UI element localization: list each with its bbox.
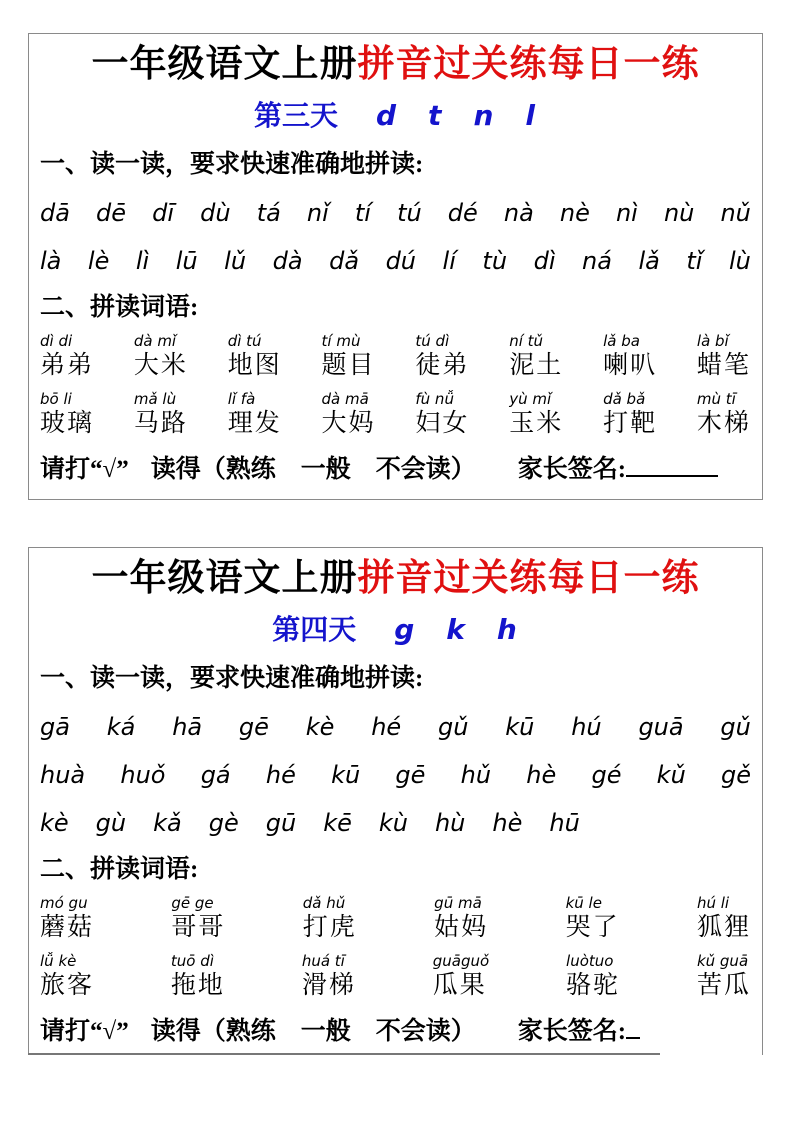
pinyin-syllable: lǎ — [638, 247, 660, 275]
initials-label: d t n l — [376, 99, 537, 132]
word-item — [40, 333, 94, 381]
word-hanzi: 狐狸 — [696, 914, 751, 941]
word-hanzi: 苦瓜 — [696, 972, 751, 999]
word-row — [40, 895, 751, 943]
word-pinyin: yù mǐ — [509, 390, 552, 408]
pinyin-syllable: hé — [371, 713, 402, 741]
signature-blank-line — [626, 1013, 640, 1039]
title-course-label: 一年级语文上册 — [91, 558, 358, 599]
day-label: 第四天 — [272, 614, 357, 645]
sheet-subtitle — [40, 612, 751, 647]
pinyin-syllable: lū — [175, 247, 198, 275]
word-hanzi: 打靶 — [603, 410, 658, 437]
word-item — [697, 391, 751, 439]
pinyin-syllable: gè — [208, 809, 239, 837]
word-pinyin: mǎ lù — [133, 390, 177, 408]
pinyin-syllable: dì — [533, 247, 556, 275]
word-hanzi: 地图 — [227, 352, 282, 379]
word-item — [303, 895, 357, 943]
pinyin-syllable: ná — [582, 247, 612, 275]
word-hanzi: 旅客 — [40, 972, 95, 999]
word-item — [322, 391, 376, 439]
pinyin-syllable: nǐ — [306, 199, 329, 227]
word-pinyin: kǔ guā — [696, 952, 749, 970]
sheet-subtitle — [40, 98, 751, 133]
word-pinyin: kū le — [565, 894, 602, 912]
pinyin-syllable: ká — [106, 713, 136, 741]
pinyin-syllable: hé — [265, 761, 296, 789]
word-item — [322, 333, 376, 381]
pinyin-syllable: tù — [482, 247, 508, 275]
word-item — [134, 333, 188, 381]
word-pinyin: ní tǔ — [509, 332, 544, 350]
word-pinyin: dǎ bǎ — [603, 390, 646, 408]
pinyin-syllable: gā — [40, 713, 70, 741]
word-row — [40, 953, 751, 1001]
pinyin-syllable: lì — [135, 247, 150, 275]
pinyin-syllable: hū — [549, 809, 580, 837]
pinyin-row — [40, 198, 751, 228]
pinyin-syllable: gē — [395, 761, 426, 789]
pinyin-syllable: huà — [40, 761, 86, 789]
word-item — [509, 391, 563, 439]
word-item — [40, 895, 94, 943]
pinyin-syllable: dú — [385, 247, 417, 275]
pinyin-row — [40, 246, 751, 276]
word-item — [228, 333, 282, 381]
word-item — [415, 333, 469, 381]
pinyin-syllable: dù — [200, 199, 231, 227]
section2-heading: 二、拼读词语: — [40, 294, 199, 321]
pinyin-syllable: gé — [591, 761, 622, 789]
pinyin-syllable: hù — [434, 809, 466, 837]
pinyin-syllable: hè — [492, 809, 523, 837]
word-pinyin: dì di — [40, 332, 73, 350]
word-pinyin: gē ge — [171, 894, 214, 912]
word-pinyin: guāguǒ — [432, 952, 490, 970]
word-pinyin: mù tī — [696, 390, 736, 408]
pinyin-syllable: nǔ — [720, 199, 751, 227]
pinyin-syllable: kè — [40, 809, 69, 837]
pinyin-syllable: dī — [152, 199, 175, 227]
word-pinyin: lǎ ba — [603, 332, 640, 350]
word-item — [566, 953, 620, 1001]
pinyin-syllable: hú — [571, 713, 602, 741]
reading-level-label: 读得（熟练 一般 不会读） — [150, 1018, 476, 1045]
pinyin-syllable: gǔ — [720, 713, 751, 741]
pinyin-syllable: kē — [323, 809, 352, 837]
word-row — [40, 333, 751, 381]
initials-label: g k h — [394, 613, 519, 646]
word-item — [697, 953, 751, 1001]
word-item — [603, 333, 657, 381]
word-hanzi: 骆驼 — [566, 972, 621, 999]
footer-instruction — [40, 1013, 751, 1047]
word-item — [40, 391, 94, 439]
title-topic-label: 拼音过关练每日一练 — [357, 558, 700, 599]
word-hanzi: 徒弟 — [415, 352, 470, 379]
sheet-title — [40, 42, 751, 88]
word-pinyin: fù nǚ — [415, 390, 454, 408]
title-topic-label: 拼音过关练每日一练 — [357, 44, 700, 85]
word-pinyin: lǚ kè — [40, 952, 77, 970]
word-item — [697, 333, 751, 381]
word-hanzi: 瓜果 — [432, 972, 487, 999]
worksheet-day3 — [28, 33, 763, 500]
word-item — [171, 895, 225, 943]
word-hanzi: 妇女 — [415, 410, 470, 437]
pinyin-syllable: lè — [87, 247, 110, 275]
word-pinyin: lǐ fà — [227, 390, 256, 408]
word-pinyin: dǎ hǔ — [302, 894, 346, 912]
pinyin-row — [40, 712, 751, 742]
word-hanzi: 题目 — [321, 352, 376, 379]
pinyin-syllable: kū — [505, 713, 535, 741]
word-pinyin: tú dì — [415, 332, 450, 350]
pinyin-syllable: dē — [96, 199, 127, 227]
pinyin-syllable-rows — [40, 712, 751, 838]
word-hanzi: 打虎 — [302, 914, 357, 941]
pinyin-syllable: kè — [305, 713, 335, 741]
word-hanzi: 泥土 — [509, 352, 564, 379]
word-pinyin: huá tī — [301, 952, 345, 970]
pinyin-syllable: hè — [526, 761, 557, 789]
pinyin-row — [40, 760, 751, 790]
word-item — [433, 953, 489, 1001]
word-row — [40, 391, 751, 439]
footer-instruction — [40, 451, 751, 485]
parent-signature-label: 家长签名: — [517, 1018, 627, 1045]
pinyin-row — [40, 808, 751, 838]
word-list — [40, 895, 751, 1001]
signature-blank-line — [626, 451, 718, 477]
word-item — [603, 391, 657, 439]
title-course-label: 一年级语文上册 — [91, 44, 358, 85]
word-pinyin: mó gu — [40, 894, 88, 912]
word-item — [697, 895, 751, 943]
pinyin-syllable: dǎ — [329, 247, 360, 275]
section1-heading: 一、读一读，要求快速准确地拼读: — [40, 665, 424, 692]
word-item — [134, 391, 188, 439]
word-pinyin: hú li — [696, 894, 730, 912]
pinyin-syllable: tú — [397, 199, 422, 227]
parent-signature-label: 家长签名: — [517, 456, 627, 483]
word-hanzi: 哥哥 — [171, 914, 226, 941]
word-hanzi: 拖地 — [170, 972, 225, 999]
pinyin-syllable: kū — [331, 761, 361, 789]
word-hanzi: 蜡笔 — [696, 352, 751, 379]
pinyin-syllable: tá — [256, 199, 281, 227]
pinyin-syllable: là — [40, 247, 62, 275]
pinyin-syllable: gū — [265, 809, 297, 837]
word-item — [434, 895, 488, 943]
word-pinyin: luòtuo — [566, 952, 614, 970]
word-hanzi: 滑梯 — [301, 972, 356, 999]
word-hanzi: 姑妈 — [434, 914, 489, 941]
pinyin-syllable: gě — [721, 761, 751, 789]
pinyin-syllable: nè — [559, 199, 590, 227]
word-pinyin: tuō dì — [170, 952, 214, 970]
word-hanzi: 玻璃 — [40, 410, 95, 437]
word-hanzi: 玉米 — [509, 410, 564, 437]
pinyin-syllable-rows — [40, 198, 751, 276]
word-pinyin: dà mā — [321, 390, 369, 408]
pinyin-syllable: gù — [95, 809, 127, 837]
pinyin-syllable: guā — [638, 713, 684, 741]
word-hanzi: 蘑菇 — [40, 914, 95, 941]
reading-level-label: 读得（熟练 一般 不会读） — [150, 456, 476, 483]
word-hanzi: 喇叭 — [603, 352, 658, 379]
word-hanzi: 理发 — [227, 410, 282, 437]
word-item — [566, 895, 620, 943]
pinyin-syllable: gē — [238, 713, 269, 741]
day-label: 第三天 — [254, 100, 339, 131]
pinyin-syllable: hā — [172, 713, 203, 741]
pinyin-syllable: hǔ — [460, 761, 492, 789]
word-item — [228, 391, 282, 439]
word-hanzi: 大米 — [133, 352, 188, 379]
word-pinyin: gū mā — [434, 894, 482, 912]
pinyin-syllable: nì — [615, 199, 638, 227]
word-item — [171, 953, 225, 1001]
word-hanzi: 弟弟 — [40, 352, 95, 379]
pinyin-syllable: lù — [728, 247, 751, 275]
pinyin-syllable: kǎ — [153, 809, 182, 837]
sheet-title — [40, 556, 751, 602]
pinyin-syllable: lǔ — [224, 247, 247, 275]
pinyin-syllable: gǔ — [438, 713, 469, 741]
word-hanzi: 木梯 — [696, 410, 751, 437]
pinyin-syllable: lí — [442, 247, 456, 275]
check-mark-label: 请打“√” — [40, 456, 129, 483]
word-hanzi: 马路 — [133, 410, 188, 437]
word-hanzi: 大妈 — [321, 410, 376, 437]
word-list — [40, 333, 751, 439]
word-item — [40, 953, 94, 1001]
word-item — [415, 391, 469, 439]
pinyin-syllable: kù — [378, 809, 408, 837]
word-pinyin: dà mǐ — [133, 332, 177, 350]
worksheet-day4 — [28, 547, 763, 1055]
pinyin-syllable: tí — [354, 199, 371, 227]
word-item — [302, 953, 356, 1001]
pinyin-syllable: huǒ — [120, 761, 166, 789]
section1-heading: 一、读一读，要求快速准确地拼读: — [40, 151, 424, 178]
word-pinyin: dì tú — [227, 332, 262, 350]
pinyin-syllable: nù — [663, 199, 695, 227]
word-hanzi: 哭了 — [565, 914, 620, 941]
pinyin-syllable: kǔ — [656, 761, 686, 789]
word-pinyin: bō li — [40, 390, 72, 408]
pinyin-syllable: dā — [40, 199, 70, 227]
word-pinyin: là bǐ — [696, 332, 729, 350]
pinyin-syllable: nà — [503, 199, 534, 227]
pinyin-syllable: gá — [200, 761, 231, 789]
pinyin-syllable: dà — [272, 247, 303, 275]
word-item — [509, 333, 563, 381]
pinyin-syllable: dé — [447, 199, 478, 227]
word-pinyin: tí mù — [321, 332, 361, 350]
check-mark-label: 请打“√” — [40, 1018, 129, 1045]
section2-heading: 二、拼读词语: — [40, 856, 199, 883]
pinyin-syllable: tǐ — [686, 247, 703, 275]
